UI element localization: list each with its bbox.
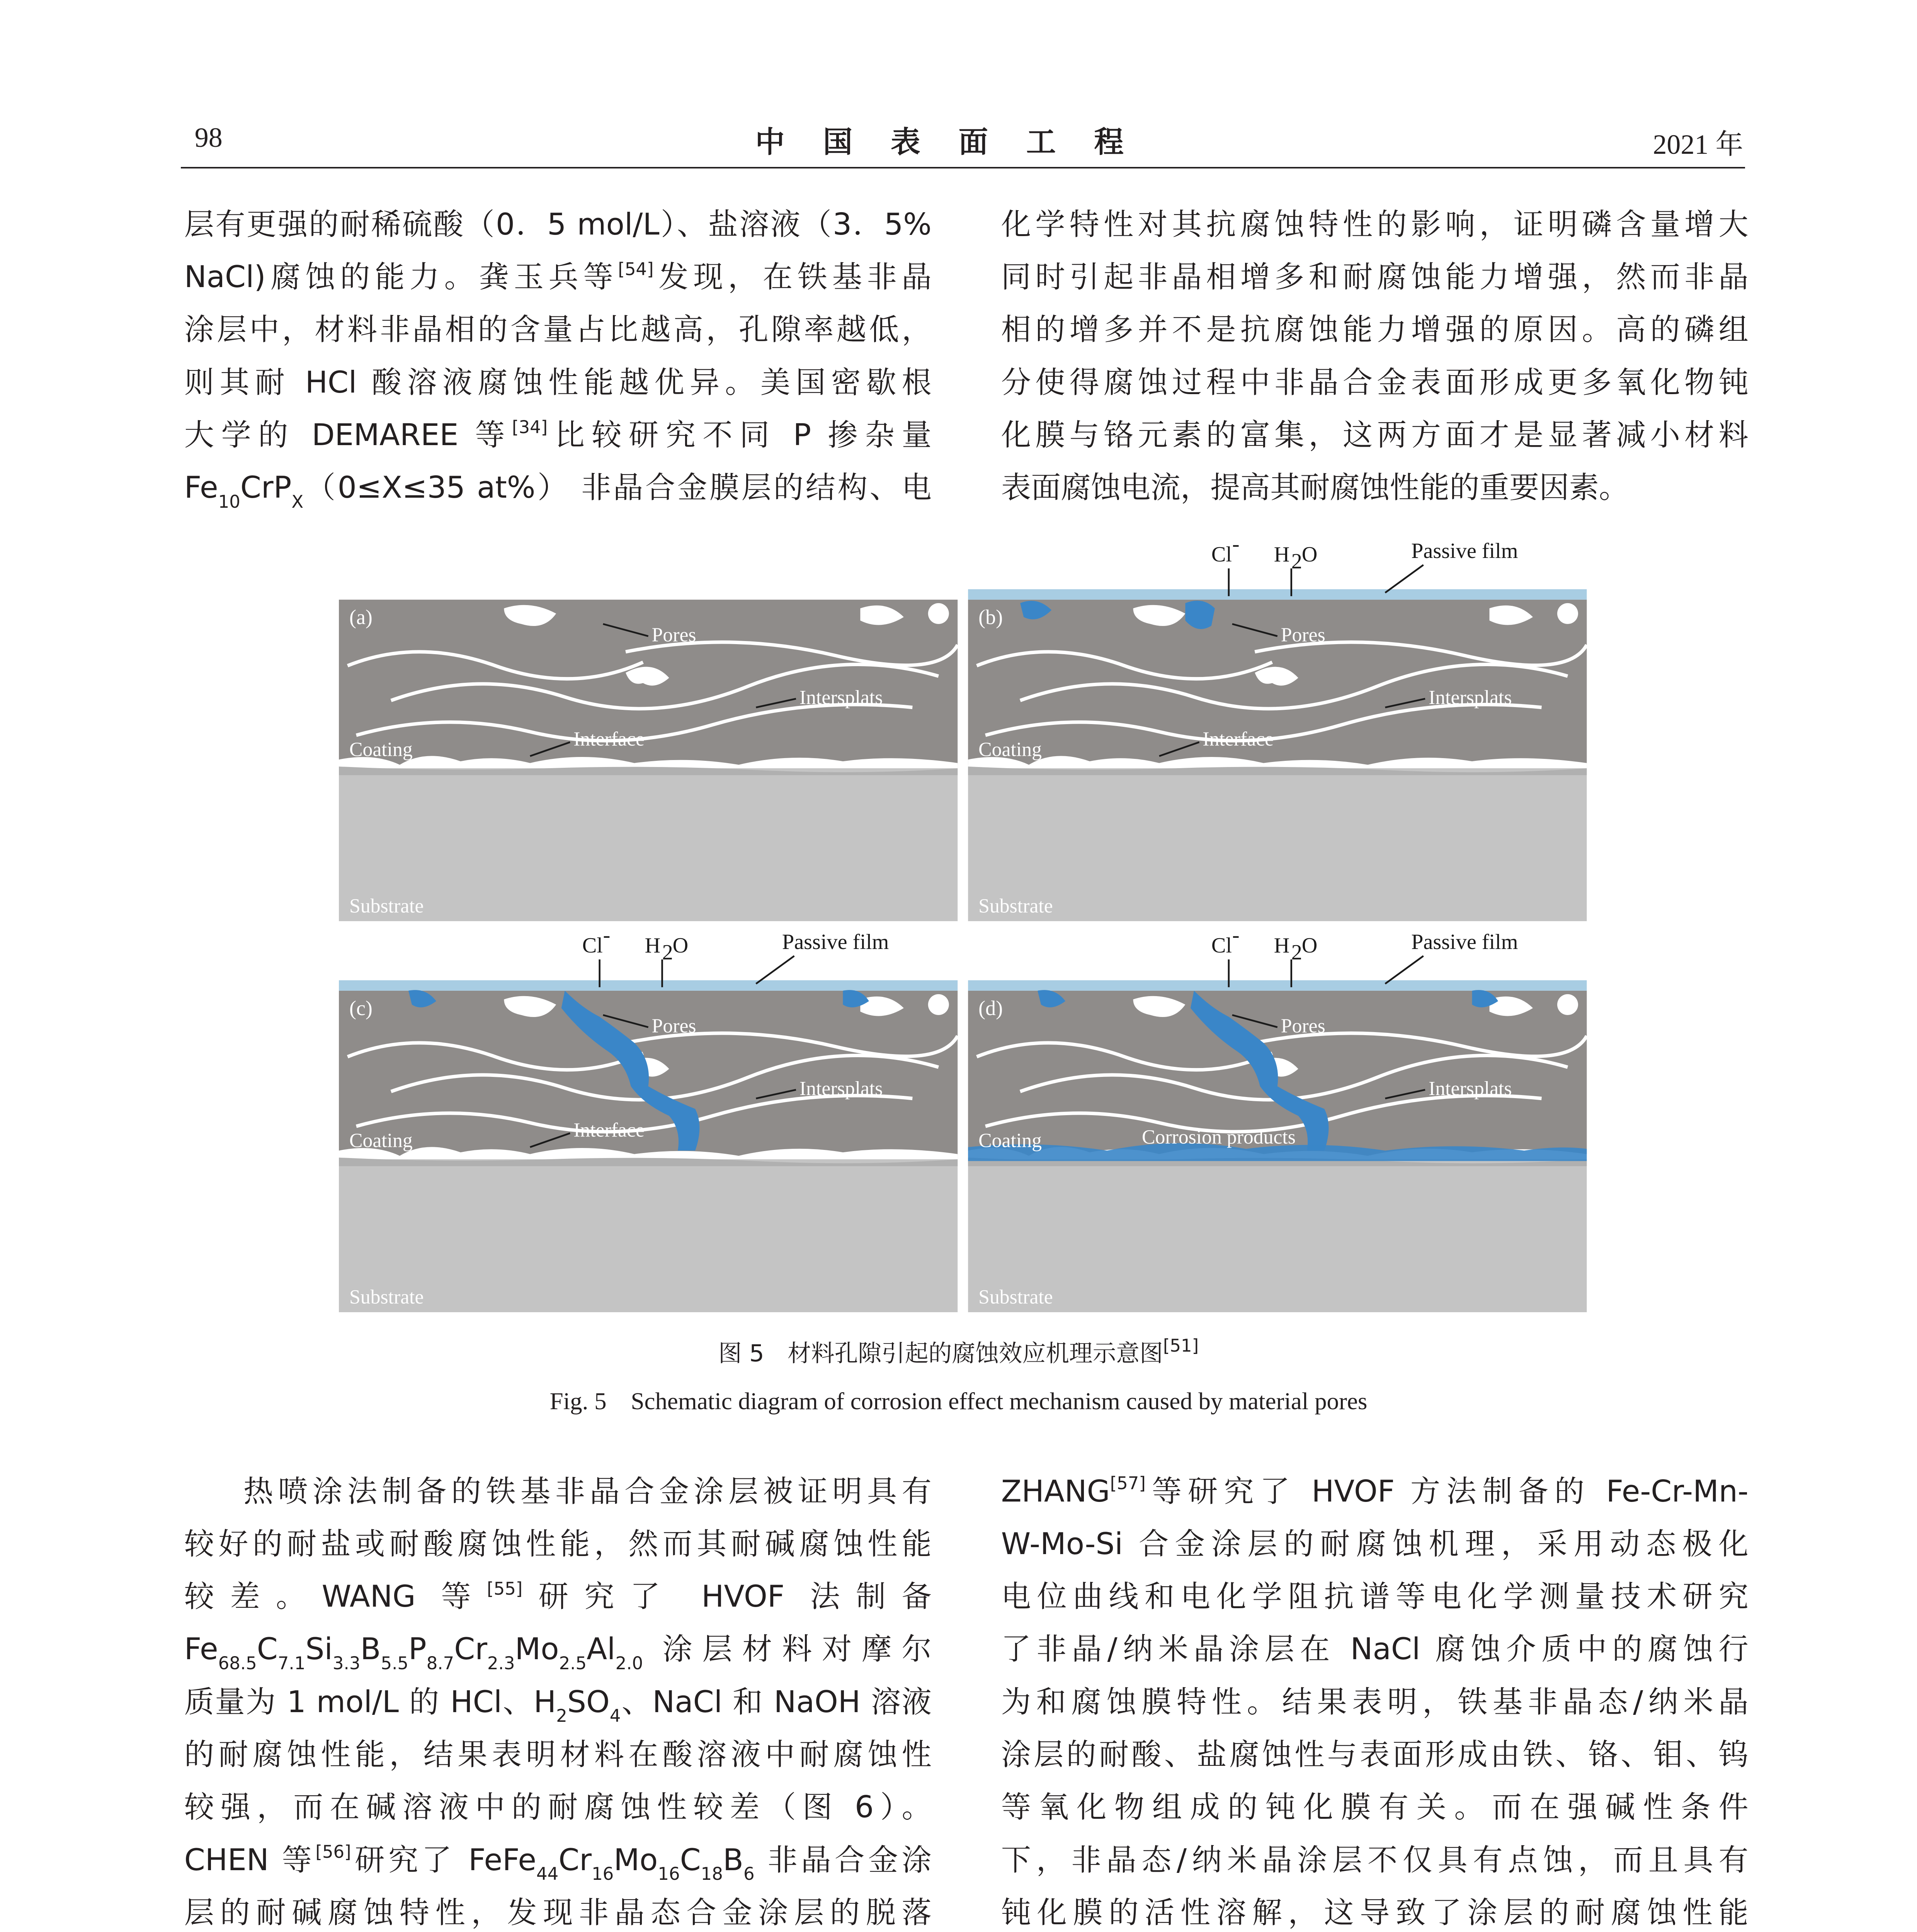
text-line xyxy=(184,251,932,303)
panel-label: (b) xyxy=(978,605,1003,629)
formula-sub: 68.5 xyxy=(218,1653,257,1673)
caption-text: 图 5 材料孔隙引起的腐蚀效应机理示意图 xyxy=(718,1340,1163,1367)
text-fragment: 比较研究不同 P 掺杂量 xyxy=(548,417,932,452)
formula-crp: CrP xyxy=(240,470,292,505)
formula-sub: 16 xyxy=(592,1864,614,1884)
interface-label: Interface xyxy=(1203,728,1274,750)
text-line xyxy=(184,1676,932,1728)
figure-5 xyxy=(339,530,1590,1312)
panel-label: (d) xyxy=(978,996,1003,1020)
cl-superscript: - xyxy=(1232,923,1240,947)
text-fragment: 非晶合金涂 xyxy=(767,1842,932,1878)
text-line xyxy=(184,409,932,461)
h2o-label: H xyxy=(1274,542,1290,566)
schematic-panel xyxy=(339,923,958,1312)
formula-element: B xyxy=(360,1632,381,1667)
text-fragment: 较差。WANG 等 xyxy=(184,1579,487,1614)
text-line: 分使得腐蚀过程中非晶合金表面形成更多氧化物钝 xyxy=(1001,365,1749,400)
formula-element: P xyxy=(408,1632,427,1667)
formula-element: C xyxy=(257,1632,278,1667)
text-line: 层有更强的耐稀硫酸（0．5 mol/L）、盐溶液（3．5% xyxy=(184,207,932,242)
text-line: W-Mo-Si 合金涂层的耐腐蚀机理，采用动态极化 xyxy=(1001,1526,1749,1561)
schematic-panel xyxy=(968,923,1587,1312)
text-fragment: 大学的 DEMAREE 等 xyxy=(184,417,512,452)
interface-label: Interface xyxy=(573,728,645,750)
text-fragment: 非晶合金膜层的结构、电 xyxy=(581,470,932,505)
pore xyxy=(1557,994,1578,1015)
formula-element: Mo xyxy=(614,1842,658,1878)
text-column-bottom-left xyxy=(184,1465,932,1932)
text-fragment: 质量为 1 mol/L 的 HCl、H xyxy=(184,1684,556,1719)
text-fragment: 发现，在铁基非晶 xyxy=(653,260,932,295)
text-fragment: NaCl)腐蚀的能力。龚玉兵等 xyxy=(184,260,618,295)
arrow-line xyxy=(1385,956,1424,984)
schematic-panel xyxy=(339,600,958,921)
text-line xyxy=(184,1570,932,1623)
text-line: 化学特性对其抗腐蚀特性的影响，证明磷含量增大 xyxy=(1001,207,1749,242)
coating-label: Coating xyxy=(978,738,1042,761)
formula-fe68 xyxy=(184,1632,643,1673)
formula-sub: 18 xyxy=(701,1864,723,1884)
cl-label: Cl xyxy=(1211,933,1232,957)
text-line: 涂层的耐酸、盐腐蚀性与表面形成由铁、铬、钼、钨 xyxy=(1001,1737,1749,1772)
pore xyxy=(1557,603,1578,624)
corrosion-products-label: Corrosion products xyxy=(1142,1126,1296,1148)
formula-sub: 3.3 xyxy=(332,1653,361,1673)
cl-superscript: - xyxy=(603,923,611,947)
substrate-label: Substrate xyxy=(978,895,1053,917)
text-line: 钝化膜的活性溶解，这导致了涂层的耐腐蚀性能 xyxy=(1001,1895,1749,1930)
substrate-label: Substrate xyxy=(349,1286,424,1308)
passive-film xyxy=(968,980,1587,991)
intersplats-label: Intersplats xyxy=(799,1077,883,1100)
arrow-line xyxy=(1385,565,1424,593)
text-line: 热喷涂法制备的铁基非晶合金涂层被证明具有 xyxy=(243,1474,932,1509)
pores-label: Pores xyxy=(1281,1015,1325,1037)
text-line: 较强，而在碱溶液中的耐腐蚀性较差（图 6）。 xyxy=(184,1790,932,1825)
substrate-label: Substrate xyxy=(978,1286,1053,1308)
citation: [55] xyxy=(487,1578,523,1599)
text-line: 层的耐碱腐蚀特性，发现非晶态合金涂层的脱落 xyxy=(184,1895,932,1930)
text-line: 相的增多并不是抗腐蚀能力增强的原因。高的磷组 xyxy=(1001,312,1749,347)
text-line: 为和腐蚀膜特性。结果表明，铁基非晶态/纳米晶 xyxy=(1001,1684,1749,1719)
schematic-panel xyxy=(968,532,1587,921)
formula-sub: 10 xyxy=(218,491,240,512)
passive-film-label: Passive film xyxy=(1411,539,1518,563)
header-rule xyxy=(181,167,1745,168)
formula-sub: 2 xyxy=(556,1706,567,1726)
formula-sub: 6 xyxy=(743,1864,755,1884)
passive-film xyxy=(968,589,1587,600)
text-column-bottom-right xyxy=(1001,1465,1749,1932)
text-fragment: 研究了 Fe xyxy=(351,1842,503,1878)
formula-element: Mo xyxy=(515,1632,559,1667)
substrate-label: Substrate xyxy=(349,895,424,917)
formula-sub: 2.5 xyxy=(559,1653,587,1673)
substrate-layer xyxy=(968,765,1587,921)
formula-element: Cr xyxy=(454,1632,488,1667)
citation: [56] xyxy=(315,1842,351,1862)
passive-film-label: Passive film xyxy=(782,930,889,954)
pore xyxy=(928,994,949,1015)
intersplats-label: Intersplats xyxy=(1429,1077,1512,1100)
text-line xyxy=(1001,1465,1749,1518)
intersplats-label: Intersplats xyxy=(1429,686,1512,709)
text-fragment: 研究了 HVOF 法制备 xyxy=(522,1579,932,1614)
journal-title: 中国表面工程 xyxy=(755,125,1162,160)
pore xyxy=(928,603,949,624)
citation: [57] xyxy=(1110,1473,1146,1494)
formula-element: Si xyxy=(305,1632,333,1667)
h2o-subscript: 2 xyxy=(1291,549,1302,573)
text-line: 下，非晶态/纳米晶涂层不仅具有点蚀，而且具有 xyxy=(1001,1842,1749,1878)
panel-label: (a) xyxy=(349,605,373,629)
text-line: 表面腐蚀电流，提高其耐腐蚀性能的重要因素。 xyxy=(1001,470,1629,505)
h2o-label: H xyxy=(1274,933,1290,957)
coating-label: Coating xyxy=(349,738,413,761)
formula-element: C xyxy=(680,1842,701,1878)
formula-sub: 44 xyxy=(536,1864,559,1884)
text-line: 化膜与铬元素的富集，这两方面才是显著减小材料 xyxy=(1001,417,1749,452)
citation: [34] xyxy=(512,417,548,437)
text-fragment: CHEN 等 xyxy=(184,1842,316,1878)
text-fragment: ZHANG xyxy=(1001,1474,1110,1509)
pores-label: Pores xyxy=(1281,624,1325,646)
formula-fe44 xyxy=(502,1842,755,1884)
formula-element: Cr xyxy=(558,1842,592,1878)
text-line: 了非晶/纳米晶涂层在 NaCl 腐蚀介质中的腐蚀行 xyxy=(1001,1632,1749,1667)
text-fragment: 、NaCl 和 NaOH 溶液 xyxy=(621,1684,932,1719)
figure-5-caption-cn xyxy=(0,1335,1917,1368)
text-line: 则其耐 HCl 酸溶液腐蚀性能越优异。美国密歇根 xyxy=(184,365,932,400)
formula-sub: 4 xyxy=(609,1706,621,1726)
coating-label: Coating xyxy=(349,1129,413,1152)
citation: [54] xyxy=(618,259,654,279)
formula-sub: 2.0 xyxy=(615,1653,643,1673)
figure-5-caption-en: Fig. 5 Schematic diagram of corrosion effect mechanism caused by material pores xyxy=(549,1387,1368,1415)
h2o-o: O xyxy=(1301,542,1318,566)
formula-sub: X xyxy=(291,491,304,512)
h2o-o: O xyxy=(672,933,689,957)
panel-label: (c) xyxy=(349,996,373,1020)
text-fragment: 涂层材料对摩尔 xyxy=(662,1632,932,1667)
substrate-layer xyxy=(339,765,958,921)
text-line: 涂层中，材料非晶相的含量占比越高，孔隙率越低， xyxy=(184,312,932,347)
h2o-o: O xyxy=(1301,933,1318,957)
formula-sub: 5.5 xyxy=(381,1653,409,1673)
pores-label: Pores xyxy=(651,624,696,646)
formula-sub: 7.1 xyxy=(277,1653,306,1673)
page-number: 98 xyxy=(194,122,223,153)
passive-film-label: Passive film xyxy=(1411,930,1518,954)
formula-element: B xyxy=(723,1842,743,1878)
interface-label: Interface xyxy=(573,1119,645,1141)
substrate-layer xyxy=(968,1156,1587,1312)
text-line: 电位曲线和电化学阻抗谱等电化学测量技术研究 xyxy=(1001,1579,1749,1614)
coating-label: Coating xyxy=(978,1129,1042,1152)
figure-5-svg xyxy=(339,530,1590,1312)
text-fragment: SO xyxy=(567,1684,610,1719)
citation: [51] xyxy=(1163,1335,1199,1356)
passive-film xyxy=(339,980,958,991)
formula-element: Fe xyxy=(502,1842,536,1878)
h2o-subscript: 2 xyxy=(662,940,673,964)
h2o-subscript: 2 xyxy=(1291,940,1302,964)
formula-element: Al xyxy=(587,1632,616,1667)
journal-year: 2021 年 xyxy=(1653,129,1744,160)
formula-fe: Fe xyxy=(184,470,218,505)
text-line: 的耐腐蚀性能，结果表明材料在酸溶液中耐腐蚀性 xyxy=(184,1737,932,1772)
text-line: 同时引起非晶相增多和耐腐蚀能力增强，然而非晶 xyxy=(1001,260,1749,295)
h2o-label: H xyxy=(645,933,661,957)
text-column-top-left xyxy=(184,198,932,514)
substrate-layer xyxy=(339,1156,958,1312)
formula-sub: 2.3 xyxy=(487,1653,515,1673)
formula-range: （0≤X≤35 at%） xyxy=(303,470,570,505)
text-line xyxy=(184,1623,932,1675)
pores-label: Pores xyxy=(651,1015,696,1037)
text-column-top-right xyxy=(1001,198,1749,514)
formula-element: Fe xyxy=(184,1632,218,1667)
arrow-line xyxy=(756,956,794,984)
text-line: 较好的耐盐或耐酸腐蚀性能，然而其耐碱腐蚀性能 xyxy=(184,1526,932,1561)
intersplats-label: Intersplats xyxy=(799,686,883,709)
text-line xyxy=(184,461,932,514)
text-fragment: 等研究了 HVOF 方法制备的 Fe-Cr-Mn- xyxy=(1145,1474,1749,1509)
formula-sub: 8.7 xyxy=(426,1653,454,1673)
cl-superscript: - xyxy=(1232,532,1240,556)
text-line xyxy=(184,1834,932,1886)
cl-label: Cl xyxy=(582,933,603,957)
formula-sub: 16 xyxy=(658,1864,680,1884)
text-line: 等氧化物组成的钝化膜有关。而在强碱性条件 xyxy=(1001,1790,1749,1825)
cl-label: Cl xyxy=(1211,542,1232,566)
